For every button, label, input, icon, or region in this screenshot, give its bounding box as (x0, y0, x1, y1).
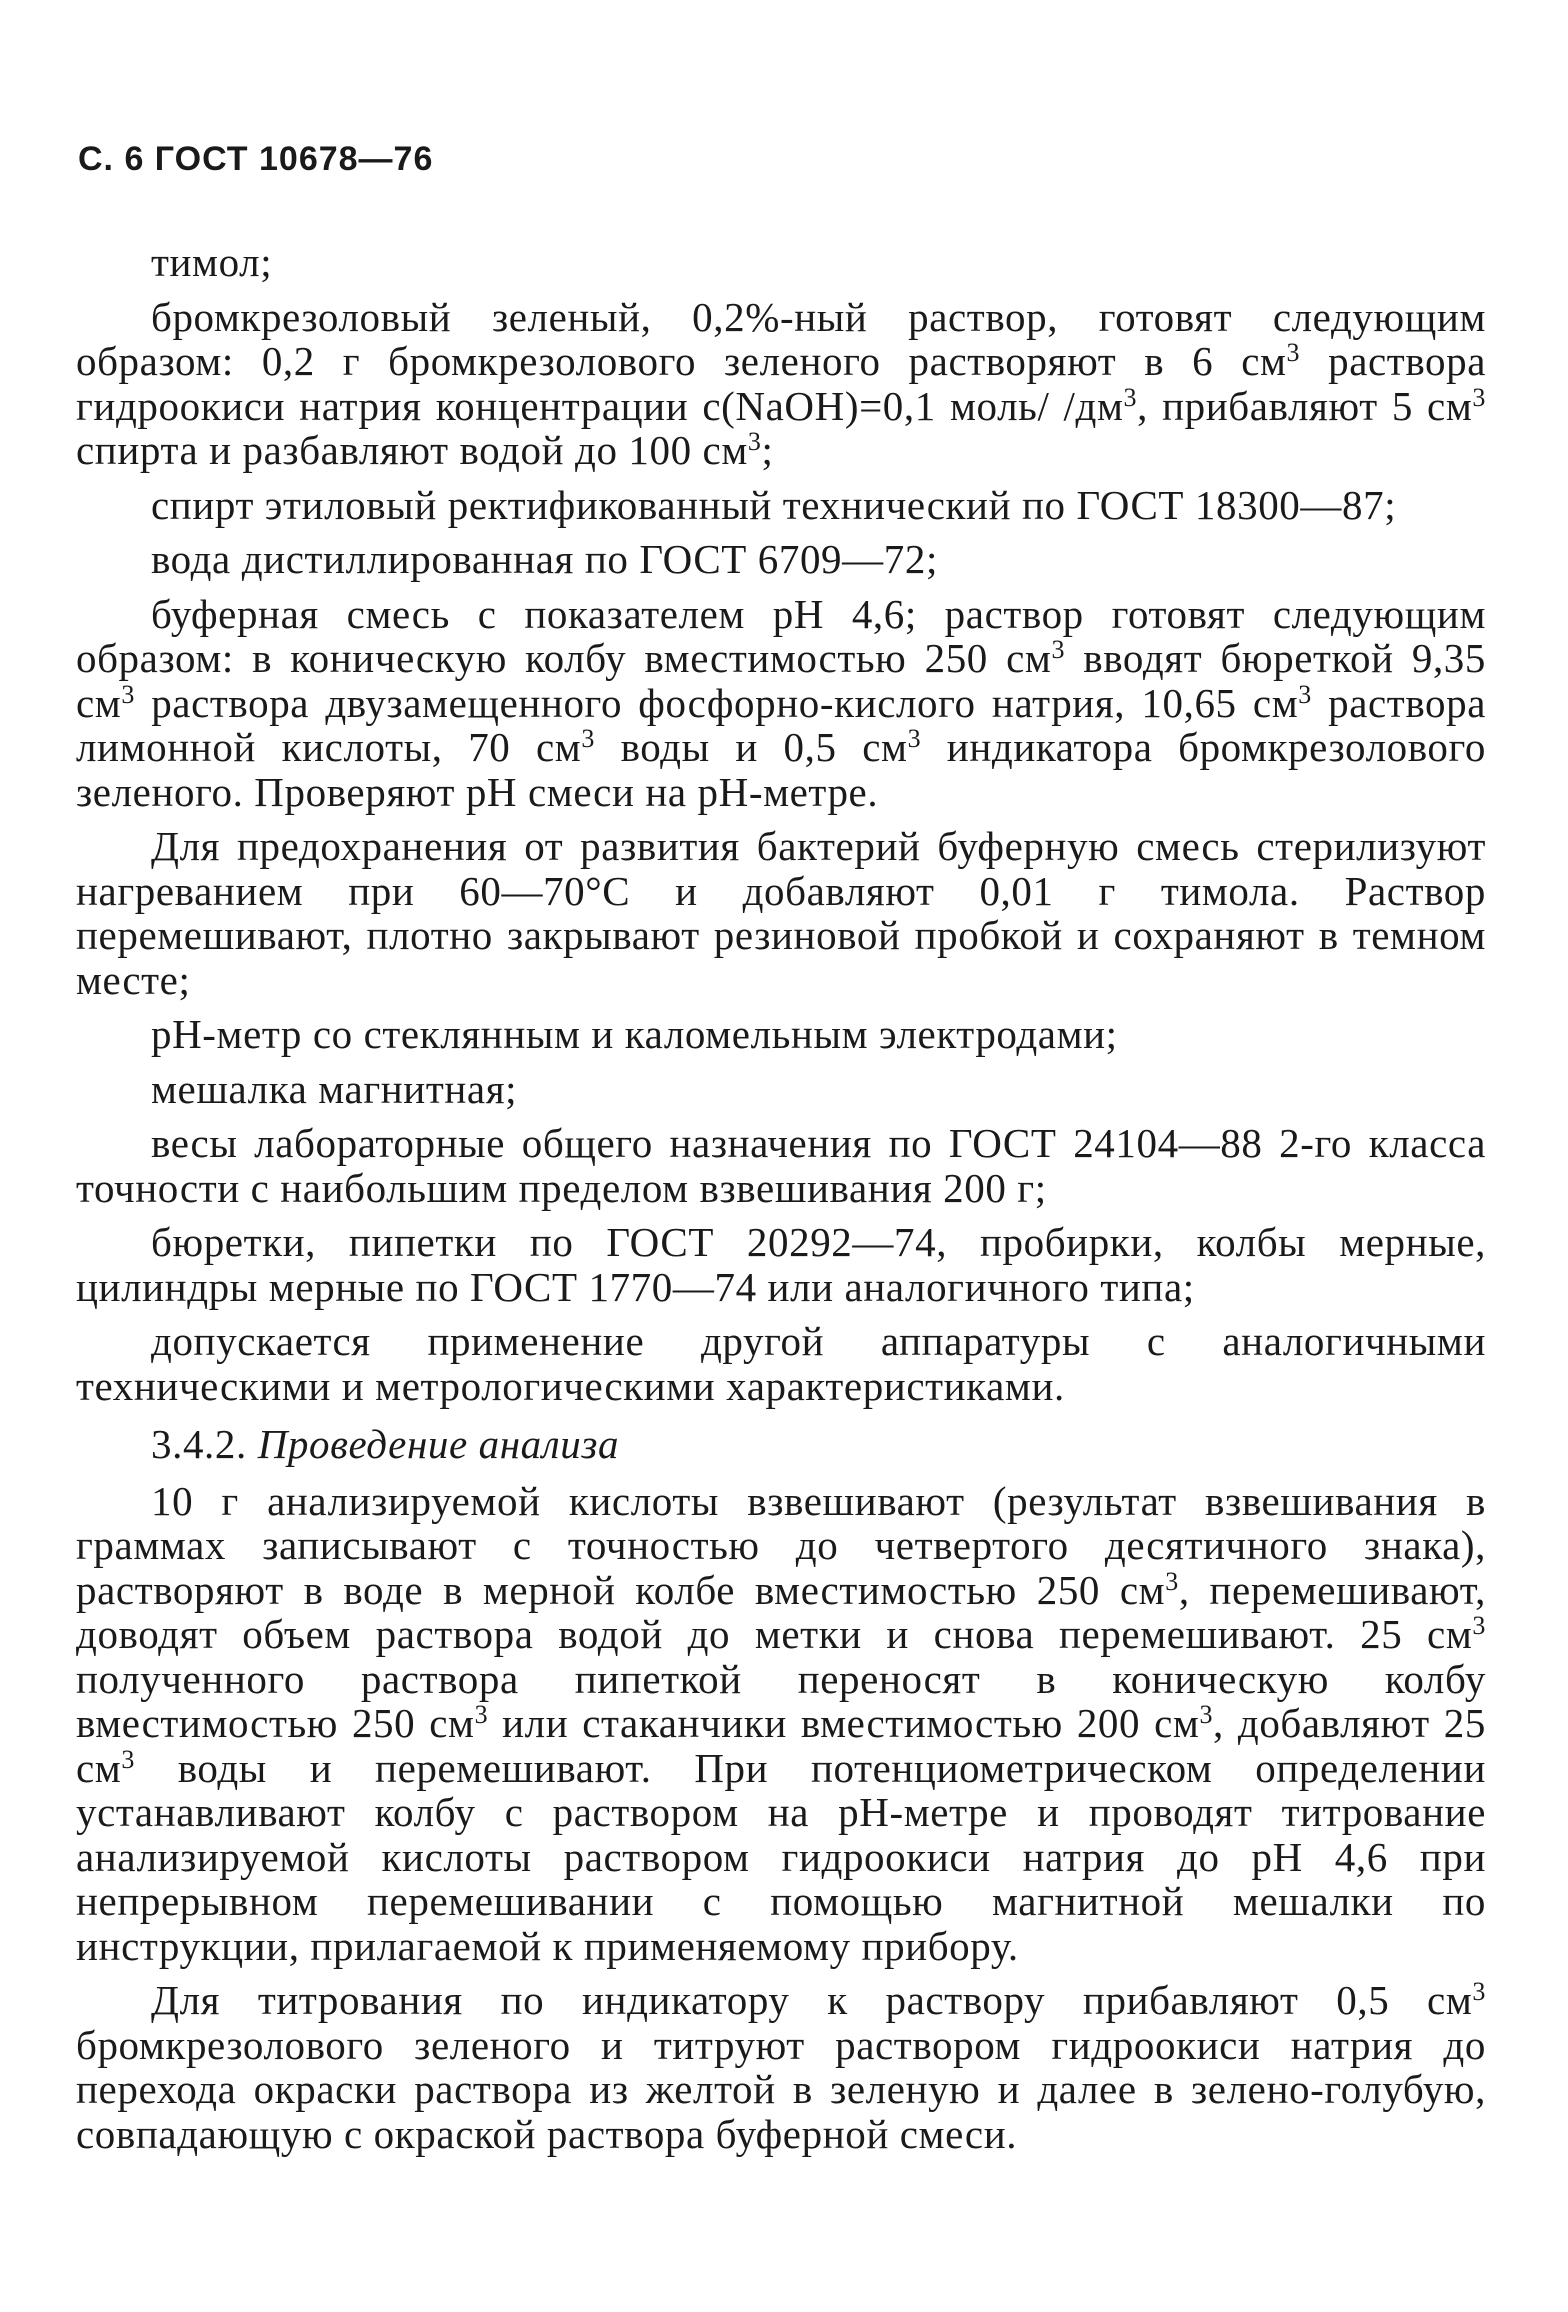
document-body (76, 240, 1486, 2166)
section-number: 3.4.2. (151, 1421, 247, 1467)
paragraph-analysis-procedure: 10 г анализируемой кислоты взвешивают (результат взвешивания в граммах записывают с точностью до четвертого десятичного знака), растворяют в воде в мерной колбе вместимостью 250 $см^3$, перемешивают, доводят объем раствора водой до метки и снова перемешивают. 25 $см^3$ полученного раствора пипеткой переносят в коническую колбу вместимостью 250 $см^3$ или стаканчики вместимостью 200 $см^3$, добавляют 25 $см^3$ воды и перемешивают. При потенциометрическом определении устанавливают колбу с раствором на pH-метре и проводят титрование анализируемой кислоты раствором гидроокиси натрия до pH 4,6 при непрерывном перемешивании с помощью магнитной мешалки по инструкции, прилагаемой к применяемому прибору. (76, 1477, 1486, 1969)
section-heading (76, 1422, 1486, 1467)
section-title: Проведение анализа (257, 1421, 620, 1467)
paragraph-burettes: бюретки, пипетки по ГОСТ 20292—74, пробирки, колбы мерные, цилиндры мерные по ГОСТ 1770—74 или аналогичного типа; (76, 1219, 1486, 1310)
paragraph-ph-meter: pH-метр со стеклянным и каломельным электродами; (151, 1011, 1118, 1057)
paragraph-distilled-water: вода дистиллированная по ГОСТ 6709—72; (151, 536, 938, 582)
paragraph-bromcresol-green: бромкрезоловый зеленый, 0,2%-ный раствор, готовят следующим образом: 0,2 г бромкрезолового зеленого растворяют в 6 $см^3$ раствора гидроокиси натрия концентрации c(NaOH)=0,1 моль/ $/дм^3$, прибавляют 5 $см^3$ спирта и разбавляют водой до 100 $см^3$; (76, 293, 1486, 473)
paragraph-sterilization: Для предохранения от развития бактерий буферную смесь стерилизуют нагреванием при 60—70°С и добавляют 0,01 г тимола. Раствор перемешивают, плотно закрывают резиновой пробкой и сохраняют в темном месте; (76, 823, 1486, 1003)
page-header: С. 6 ГОСТ 10678—76 (78, 140, 434, 178)
paragraph-magnetic-stirrer: мешалка магнитная; (151, 1065, 518, 1112)
paragraph-other-equipment: допускается применение другой аппаратуры с аналогичными техническими и метрологическими характеристиками. (76, 1318, 1486, 1409)
paragraph-ethyl-alcohol: спирт этиловый ректификованный технический по ГОСТ 18300—87; (151, 481, 1397, 528)
paragraph-scales: весы лабораторные общего назначения по ГОСТ 24104—88 2-го класса точности с наибольшим пределом взвешивания 200 г; (76, 1120, 1486, 1211)
paragraph-buffer-mixture: буферная смесь с показателем pH 4,6; раствор готовят следующим образом: в коническую колбу вместимостью 250 $см^3$ вводят бюреткой 9,35 $см^3$ раствора двузамещенного фосфорно-кислого натрия, 10,65 $см^3$ раствора лимонной кислоты, 70 $см^3$ воды и 0,5 $см^3$ индикатора бромкрезолового зеленого. Проверяют pH смеси на pH-метре. (76, 590, 1487, 815)
paragraph-thymol: тимол; (151, 239, 273, 285)
paragraph-indicator-titration: Для титрования по индикатору к раствору прибавляют 0,5 $см^3$ бромкрезолового зеленого и титруют раствором гидроокиси натрия до перехода окраски раствора из желтой в зеленую и далее в зелено-голубую, совпадающую с окраской раствора буферной смеси. (76, 1977, 1486, 2157)
